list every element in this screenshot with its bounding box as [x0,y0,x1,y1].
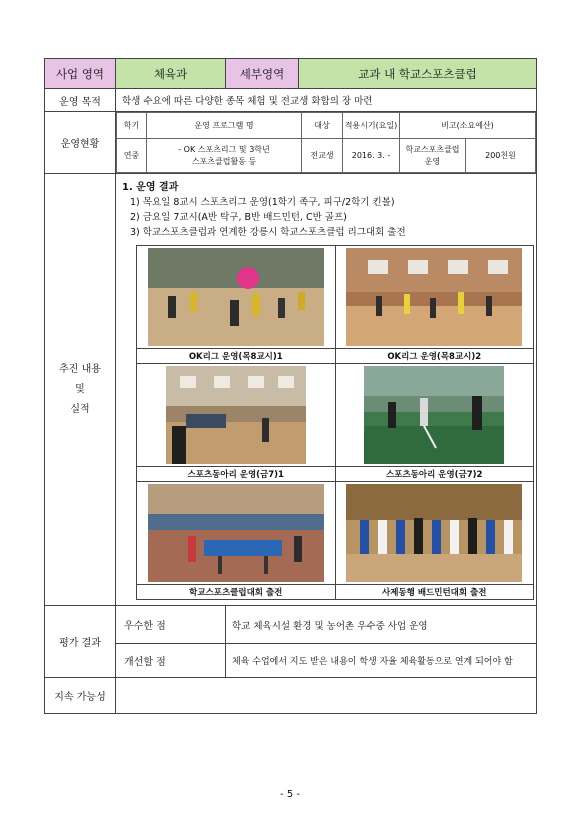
progress-label-line: 및 [75,383,85,395]
note-line: 운영 [424,156,441,166]
good-point-text: 학교 체육시설 환경 및 농어촌 우수중 사업 운영 [226,606,537,644]
area-value: 체육과 [116,59,226,89]
col-header: 운영 프로그램 명 [147,113,302,139]
result-item: 3) 학교스포츠클럽과 연계한 강릉시 학교스포츠클럽 리그대회 출전 [130,227,406,238]
page-number: - 5 - [280,789,300,800]
period-cell: 2016. 3. - [343,139,400,173]
evaluation-improve-row [45,644,537,678]
purpose-row [45,89,537,112]
program-cell [147,139,302,173]
note-cell [400,139,466,173]
progress-label-line: 실적 [70,403,90,415]
photo-caption: OK리그 운영(목8교시)1 [137,349,336,364]
col-header: 대상 [302,113,343,139]
program-line: 스포츠클럽활동 등 [191,156,257,166]
photo-caption: 사제동행 배드민턴대회 출전 [335,585,534,600]
progress-label [45,174,116,606]
sustainability-label: 지속 가능성 [45,678,116,714]
header-row [45,59,537,89]
photo-ok-league-2 [335,246,534,349]
progress-row [45,174,537,606]
progress-label-line: 추진 내용 [59,363,101,375]
col-header: 학기 [117,113,147,139]
note-line: 학교스포츠클럽 [405,144,460,154]
photo-caption: 학교스포츠클럽대회 출전 [137,585,336,600]
area-label: 사업 영역 [45,59,116,89]
photo-sports-club-2 [335,364,534,467]
report-table [44,58,537,714]
program-line: - OK 스포츠리그 및 3학년 [178,144,270,154]
result-item: 2) 금요일 7교시(A반 탁구, B반 배드민턴, C반 골프) [130,212,347,223]
target-cell: 전교생 [302,139,343,173]
improve-point-label: 개선할 점 [116,644,226,678]
status-label: 운영현황 [45,112,116,174]
progress-content [116,174,537,606]
result-heading: 1. 운영 결과 [122,182,179,193]
col-header: 적용시기(요일) [343,113,400,139]
purpose-text: 학생 수요에 따른 다양한 종목 체험 및 전교생 화합의 장 마련 [116,89,537,112]
good-point-label: 우수한 점 [116,606,226,644]
evaluation-good-row [45,606,537,644]
col-header: 비고(소요예산) [400,113,536,139]
result-item: 1) 목요일 8교시 스포츠리그 운영(1학기 족구, 피구/2학기 킨볼) [130,197,395,208]
purpose-label: 운영 목적 [45,89,116,112]
photo-caption: 스포츠동아리 운영(금7)2 [335,467,534,482]
photo-ok-league-1 [137,246,336,349]
evaluation-label: 평가 결과 [45,606,116,678]
status-table [116,112,536,173]
photo-caption: 스포츠동아리 운영(금7)1 [137,467,336,482]
photo-badminton-competition [335,482,534,585]
photo-club-competition [137,482,336,585]
photo-caption: OK리그 운영(목8교시)2 [335,349,534,364]
improve-point-text: 체육 수업에서 지도 받은 내용이 학생 자율 체육활동으로 연계 되어야 함 [226,644,537,678]
sub-area-value: 교과 내 학교스포츠클럽 [299,59,537,89]
semester-cell: 연중 [117,139,147,173]
sustainability-text [116,678,537,714]
sub-area-label: 세부영역 [226,59,299,89]
photo-grid [136,245,534,600]
photo-sports-club-1 [137,364,336,467]
budget-cell: 200천원 [466,139,536,173]
sustainability-row [45,678,537,714]
status-row [45,112,537,174]
